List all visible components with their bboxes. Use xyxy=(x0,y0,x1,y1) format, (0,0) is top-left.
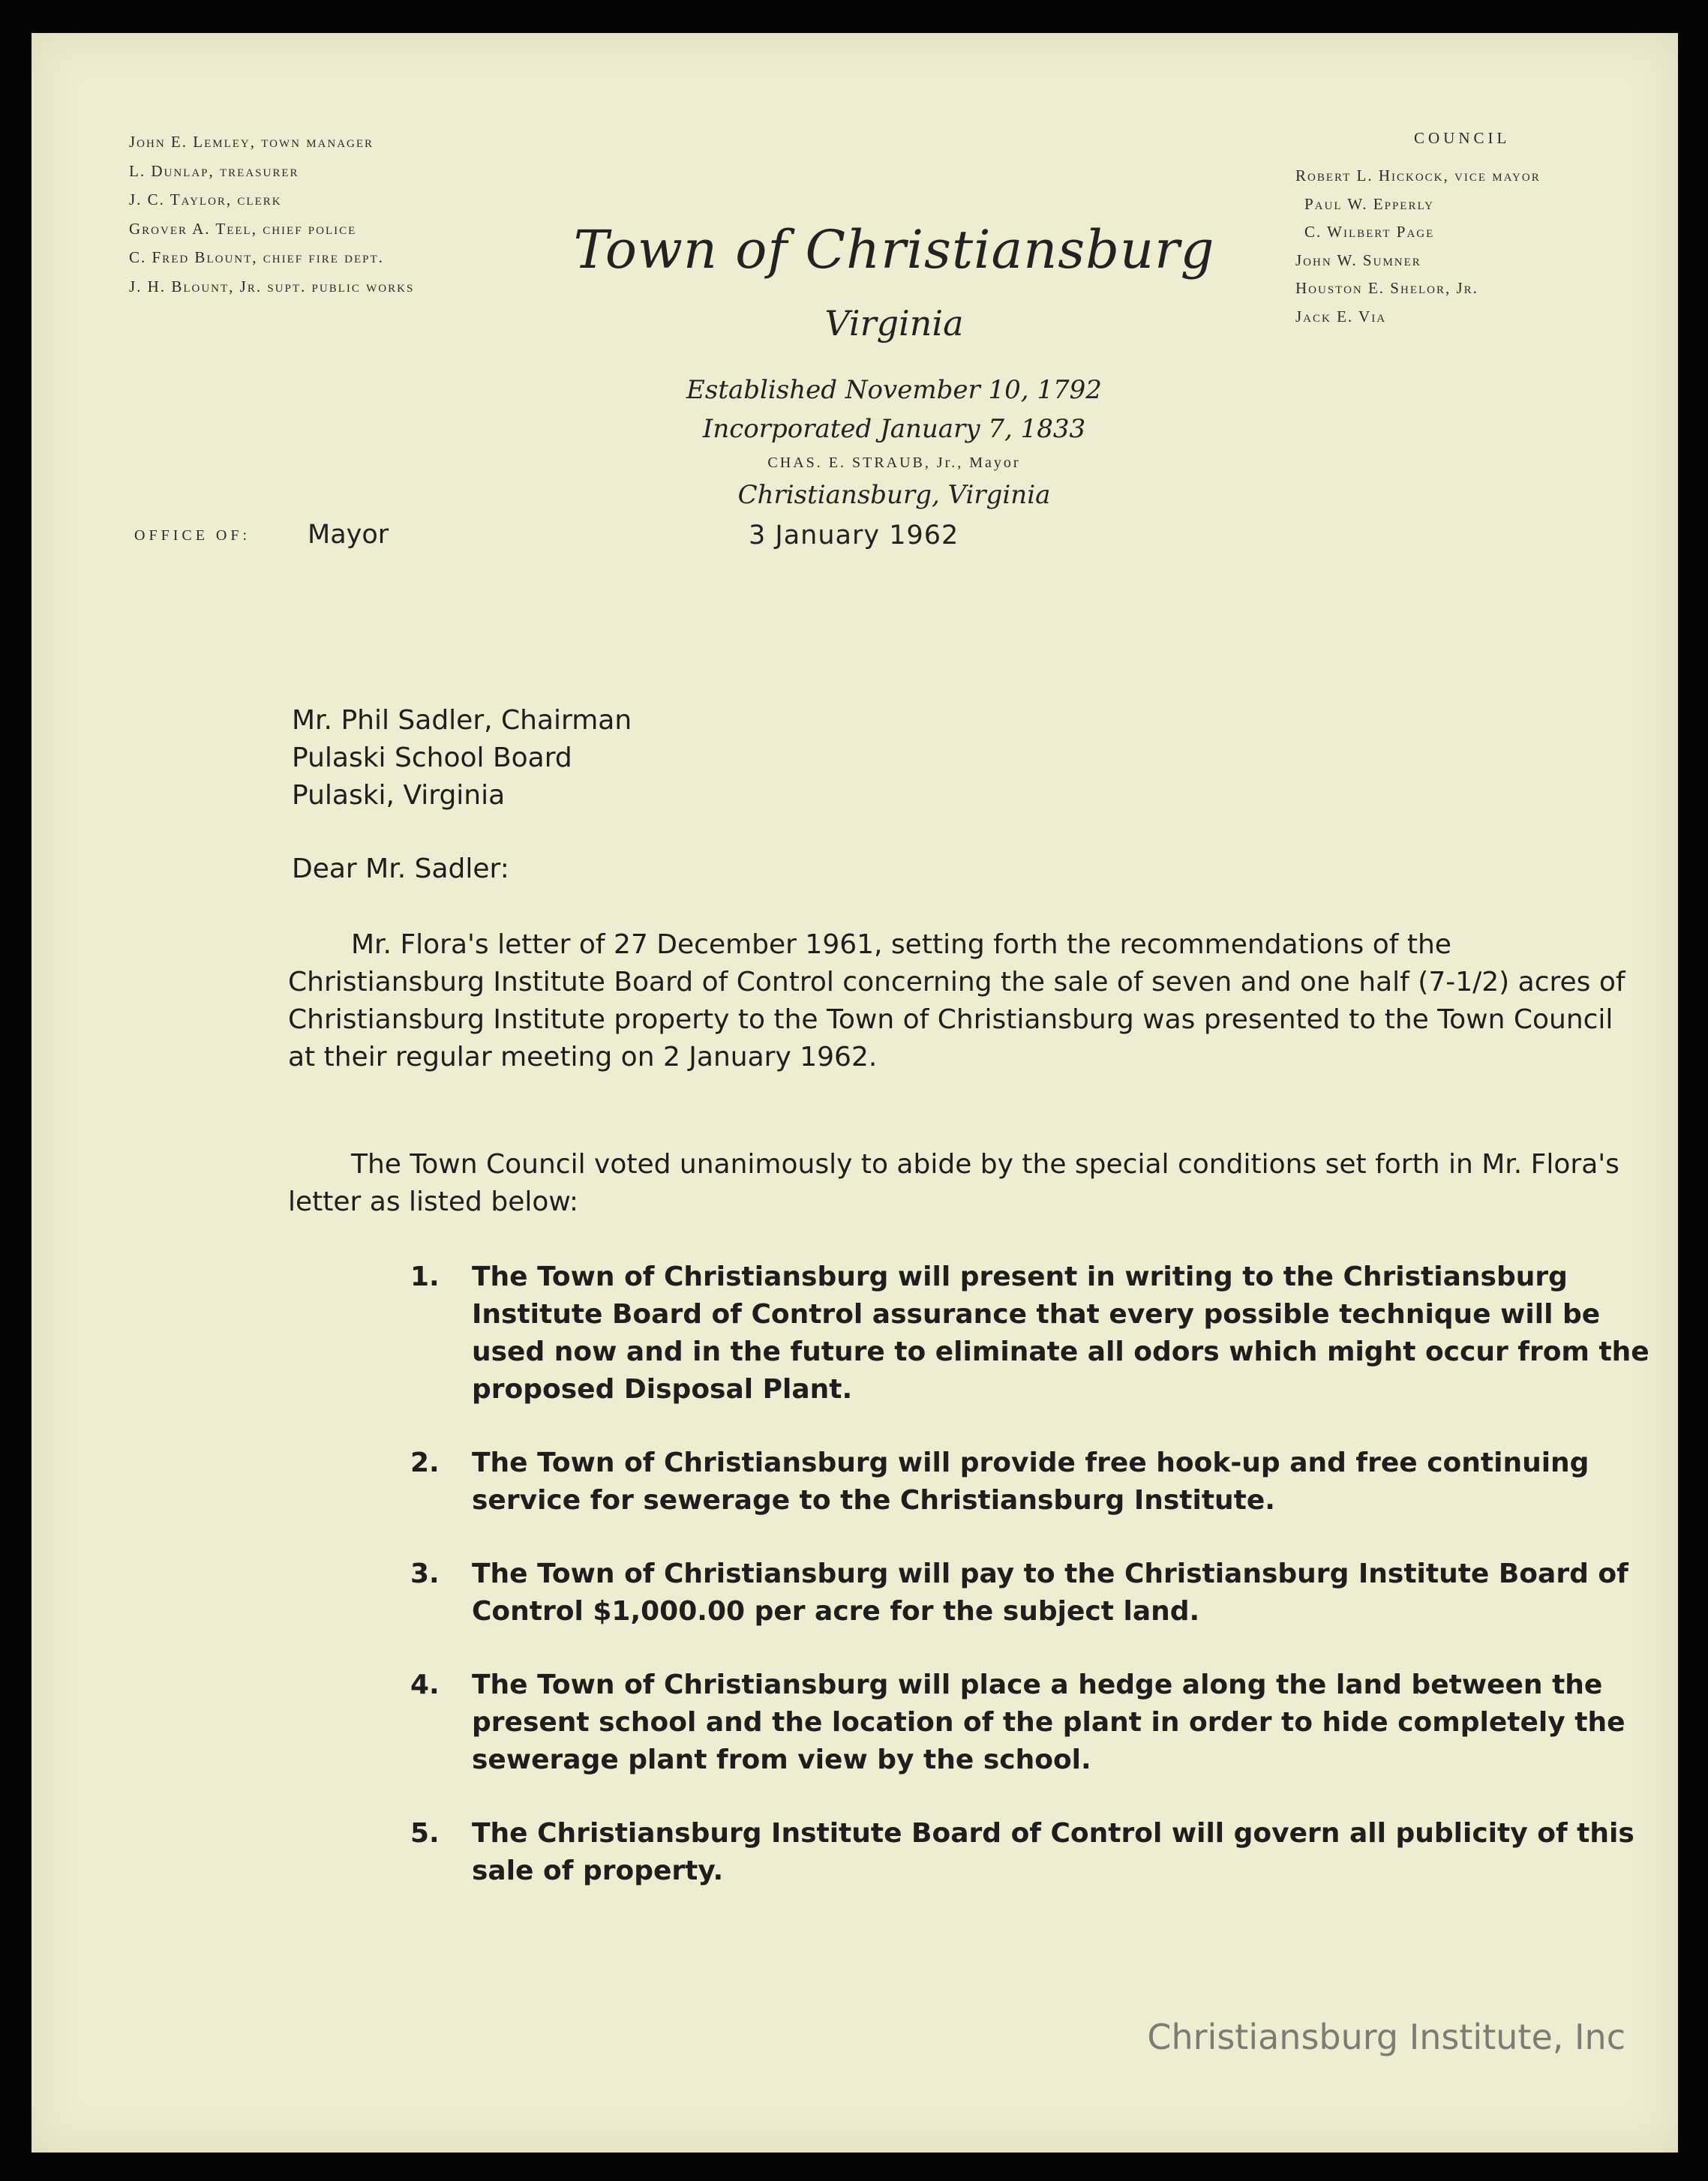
staff-list xyxy=(129,128,414,301)
staff-line: L. Dunlap, treasurer xyxy=(129,161,299,180)
list-number: 2. xyxy=(410,1448,440,1478)
staff-line: J. H. Blount, Jr. supt. public works xyxy=(129,277,415,296)
staff-line: J. C. Taylor, clerk xyxy=(129,190,282,208)
list-text: The Christiansburg Institute Board of Control will govern all publicity of this sale of property. xyxy=(472,1818,1634,1886)
watermark: Christiansburg Institute, Inc xyxy=(1147,2017,1625,2057)
body-paragraph: Mr. Flora's letter of 27 December 1961, setting forth the recommendations of the Christiansburg Institute Board of Control concerning the sale of seven and one half (7-1/2) acres of Christiansburg Institute property to the Town of Christiansburg was presented to the Town Council at their regular meeting on 2 January 1962. xyxy=(288,929,1625,1072)
conditions-list xyxy=(410,1258,1655,1890)
council-member: Houston E. Shelor, Jr. xyxy=(1295,279,1478,297)
mayor-name: CHAS. E. STRAUB, Jr., Mayor xyxy=(767,454,1021,471)
address-line: Mr. Phil Sadler, Chairman xyxy=(292,705,632,736)
list-number: 1. xyxy=(410,1262,440,1292)
list-item xyxy=(410,1444,1655,1520)
body-paragraph: The Town Council voted unanimously to abide by the special conditions set forth in Mr. Flora's letter as listed below: xyxy=(288,1149,1619,1217)
list-item xyxy=(410,1666,1655,1779)
address-line: Pulaski, Virginia xyxy=(292,780,506,811)
letterhead-title: Town of Christiansburg xyxy=(573,219,1215,280)
list-text: The Town of Christiansburg will provide free hook-up and free continuing service for sewerage to the Christiansburg Institute. xyxy=(472,1448,1589,1516)
address-line: Pulaski School Board xyxy=(292,742,572,773)
council-member: John W. Sumner xyxy=(1295,250,1421,269)
council-member: Robert L. Hickock, vice mayor xyxy=(1295,166,1541,184)
staff-line: John E. Lemley, town manager xyxy=(129,133,374,151)
salutation: Dear Mr. Sadler: xyxy=(292,854,509,884)
council-member: Jack E. Via xyxy=(1295,307,1387,326)
list-number: 3. xyxy=(410,1558,440,1589)
list-number: 4. xyxy=(410,1670,440,1700)
recipient-address xyxy=(292,702,632,814)
list-text: The Town of Christiansburg will present in writing to the Christiansburg Institute Board of Control assurance that every possible technique will be used now and in the future to eliminate all odors which might occur from the proposed Disposal Plant. xyxy=(472,1262,1649,1405)
list-number: 5. xyxy=(410,1818,440,1849)
letterhead-state: Virginia xyxy=(824,303,964,344)
letter-paper xyxy=(32,33,1678,2152)
letterhead-place: Christiansburg, Virginia xyxy=(737,480,1051,510)
incorporated-line: Incorporated January 7, 1833 xyxy=(702,414,1086,444)
established-line: Established November 10, 1792 xyxy=(686,375,1102,405)
list-item xyxy=(410,1815,1655,1890)
list-item xyxy=(410,1258,1655,1408)
staff-line: C. Fred Blount, chief fire dept. xyxy=(129,248,384,266)
council-member: C. Wilbert Page xyxy=(1304,223,1435,241)
council-member: Paul W. Epperly xyxy=(1304,194,1434,213)
list-text: The Town of Christiansburg will pay to the Christiansburg Institute Board of Control $1,000.00 per acre for the subject land. xyxy=(472,1558,1628,1627)
council-heading: COUNCIL xyxy=(1414,129,1511,147)
letterhead-dates xyxy=(407,370,1382,448)
letter-date: 3 January 1962 xyxy=(749,520,959,550)
office-label: OFFICE OF: xyxy=(134,527,251,544)
office-value: Mayor xyxy=(308,520,389,550)
list-item xyxy=(410,1556,1655,1630)
list-text: The Town of Christiansburg will place a hedge along the land between the present school and the location of the plant in order to hide completely the sewerage plant from view by the school. xyxy=(472,1670,1625,1775)
staff-line: Grover A. Teel, chief police xyxy=(129,219,357,238)
